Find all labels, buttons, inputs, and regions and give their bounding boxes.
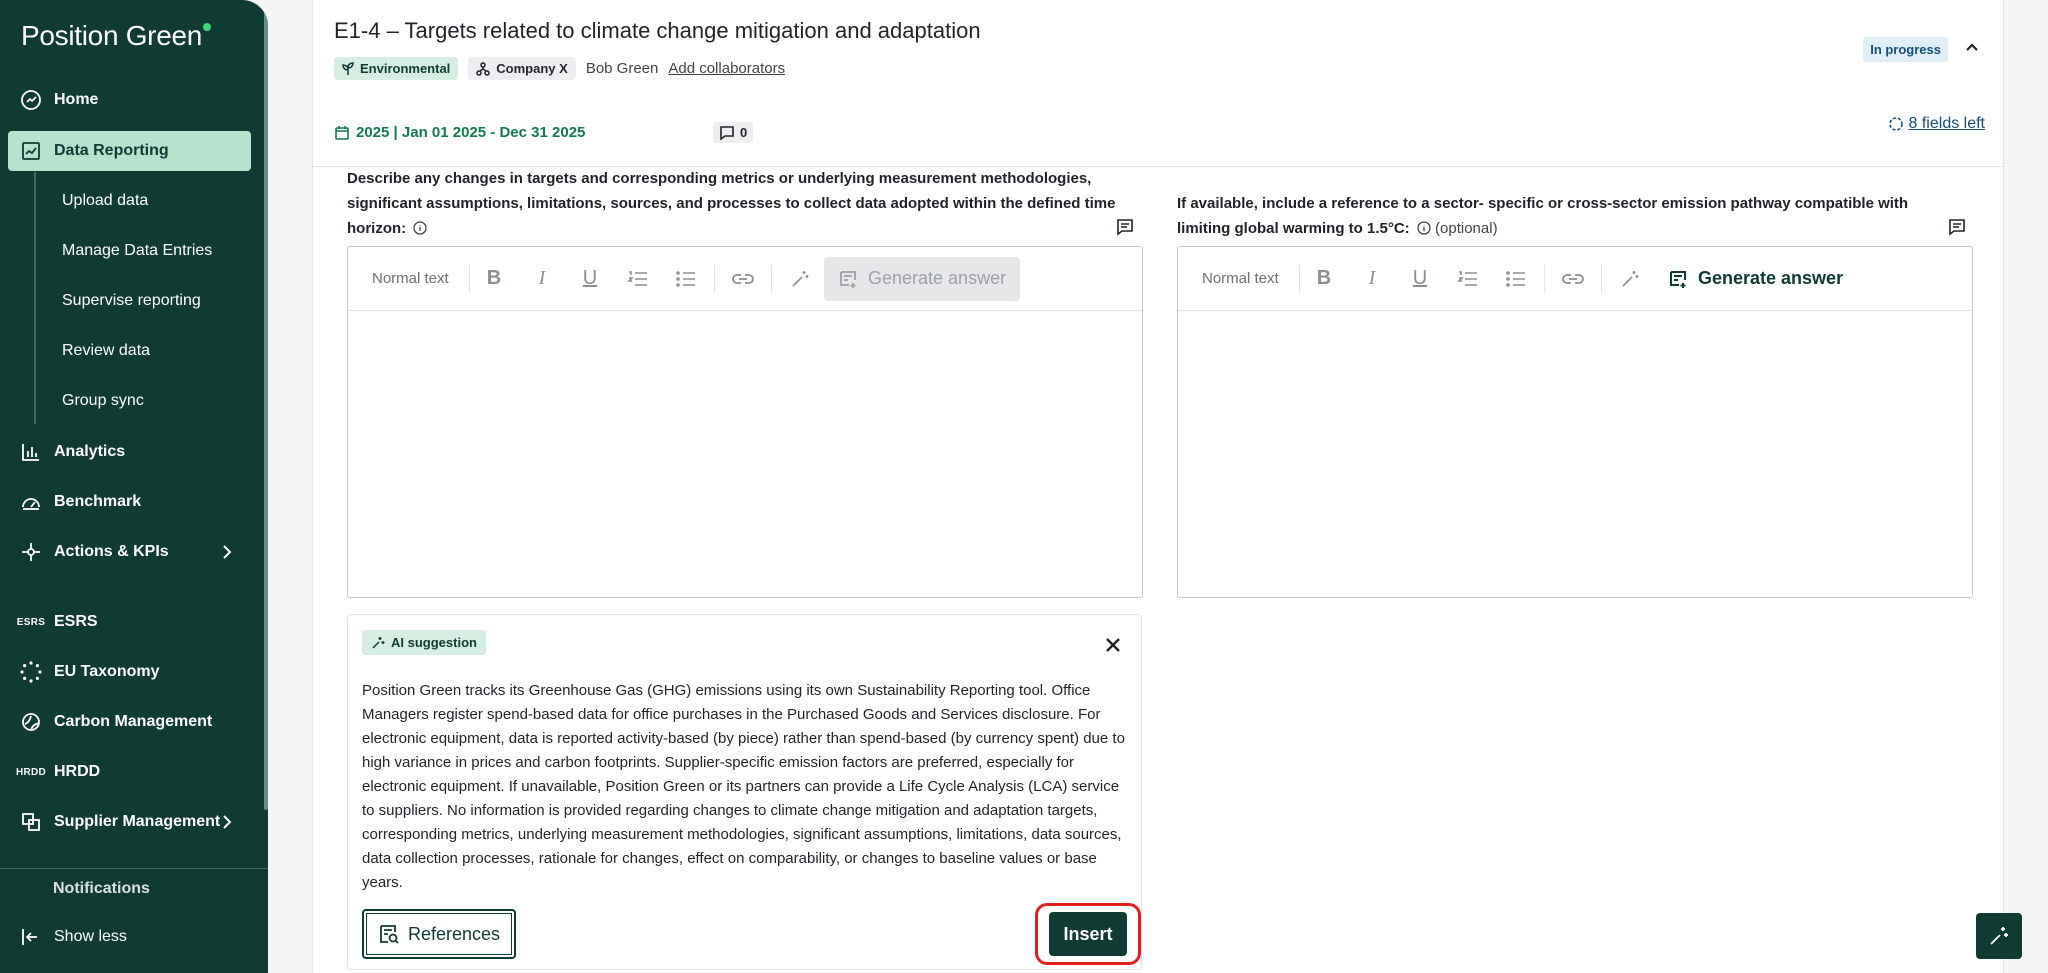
numbered-list-icon [627,270,649,288]
logo[interactable]: Position Green [21,20,210,52]
editor-left[interactable] [347,246,1143,598]
italic-icon: I [1368,267,1376,289]
link-icon [1561,272,1585,286]
nav-data-reporting[interactable]: Data Reporting [8,131,251,171]
sub-group-sync[interactable]: Group sync [62,392,144,409]
submenu-line [34,172,36,424]
toolbar-separator [1601,265,1602,293]
nav-eu-taxonomy[interactable]: EU Taxonomy [8,652,251,692]
comment-icon [719,125,735,140]
generate-icon [1668,269,1690,289]
eu-taxonomy-icon [8,660,54,684]
numbered-list-button[interactable] [1444,259,1492,299]
bullet-list-icon [1505,270,1527,288]
home-icon [8,89,54,111]
underline-icon: U [582,267,598,289]
bullet-list-button[interactable] [1492,259,1540,299]
references-icon [378,923,400,945]
page-title: E1-4 – Targets related to climate change mitigation and adaptation [334,18,981,43]
question-right-label: If available, include a reference to a sector- specific or cross-sector emission pathway compatible with limiting global warming to 1.5°C: (optional) [1177,195,1909,237]
underline-icon: U [1412,267,1428,289]
italic-button[interactable] [1348,259,1396,299]
sidebar [0,0,268,973]
reporting-period: 2025 | Jan 01 2025 - Dec 31 2025 [334,124,585,141]
report-icon [8,140,54,162]
nav-actions-kpis[interactable]: Actions & KPIs [8,532,251,572]
nav-carbon-management[interactable]: Carbon Management [8,702,251,742]
nav-supplier-management[interactable]: Supplier Management [8,802,251,842]
bold-button[interactable] [470,259,518,299]
ai-wand-button[interactable] [1606,259,1654,299]
editor-toolbar [1178,247,1972,311]
tag-company: Company X [468,57,576,80]
comment-icon [1116,218,1134,236]
ai-suggestion-tag: AI suggestion [362,630,486,655]
close-suggestion-button[interactable] [1105,637,1121,658]
comments-count[interactable]: 0 [713,122,753,143]
text-style-select[interactable]: Normal text [360,265,470,293]
nav-notifications[interactable]: Notifications [53,880,150,894]
logo-dot-icon [203,23,211,31]
underline-button[interactable] [1396,259,1444,299]
insert-button[interactable]: Insert [1049,912,1126,956]
sidebar-divider [0,868,268,869]
collapse-left-icon [8,926,54,948]
magic-wand-icon [790,269,810,289]
benchmark-icon [8,491,54,513]
ai-suggestion-panel [347,614,1142,970]
progress-icon [1888,116,1904,132]
generate-answer-button-right[interactable]: Generate answer [1654,257,1857,301]
ai-sparkle-icon [1987,924,2011,948]
carbon-icon [8,711,54,733]
hierarchy-icon [476,62,490,76]
references-button[interactable]: References [362,909,516,959]
show-less-button[interactable]: Show less [8,917,251,957]
main-panel [312,0,2004,973]
numbered-list-icon [1457,270,1479,288]
fields-left-link[interactable]: 8 fields left [1888,115,1985,133]
bold-icon: B [486,267,502,289]
tag-row [334,57,785,80]
hrdd-abbr: HRDD [15,766,47,778]
underline-button[interactable] [566,259,614,299]
link-button[interactable] [1549,259,1597,299]
insert-highlight [1035,903,1141,965]
status-badge: In progress [1863,37,1948,62]
toolbar-separator [771,265,772,293]
collapse-button[interactable] [1963,38,1981,61]
info-icon [1417,221,1431,235]
nav-esrs[interactable]: ESRS ESRS [8,602,251,642]
toolbar-separator [1544,265,1545,293]
question-left-label: Describe any changes in targets and corresponding metrics or underlying measurement methodologies, significant assumptions, limitations, sources, and processes to collect data adopted within the defined time horizon: [347,170,1116,237]
chevron-right-icon [219,543,235,566]
chevron-right-icon [219,813,235,836]
nav-benchmark[interactable]: Benchmark [8,482,251,522]
numbered-list-button[interactable] [614,259,662,299]
leaf-icon [342,62,354,76]
ai-suggestion-text: Position Green tracks its Greenhouse Gas (GHG) emissions using its own Sustainability Reporting tool. Office Managers register spend-based data for office purchases in the Purchased Goods and Services disclosure. For electronic equipment, data is reported activity-based (by piece) rather than spend-based (by currency spent) due to high variance in prices and carbon footprints. Supplier-specific emission factors are preferred, especially for electronic equipment. If unavailable, Position Green or its partners can provide a Life Cycle Analysis (LCA) service to suppliers. No information is provided regarding changes to climate change mitigation and adaptation targets, corresponding metrics, underlying measurement methodologies, significant assumptions, limitations, data sources, data collection processes, rationale for changes, effect on comparability, or changes to baseline values or base years. [362,682,1125,891]
link-button[interactable] [719,259,767,299]
close-icon [1105,637,1121,653]
actions-icon [8,541,54,563]
ai-assistant-button[interactable] [1976,913,2022,959]
comment-button-left[interactable] [1112,214,1138,240]
owner-name: Bob Green [585,60,659,77]
sub-manage-data-entries[interactable]: Manage Data Entries [62,242,213,259]
ai-sparkle-icon [371,636,385,650]
generate-icon [838,269,860,289]
sub-review-data[interactable]: Review data [62,342,151,359]
analytics-icon [8,441,54,463]
bold-button[interactable] [1300,259,1348,299]
chevron-up-icon [1963,38,1981,56]
magic-wand-icon [1620,269,1640,289]
comment-icon [1948,218,1966,236]
toolbar-separator [714,265,715,293]
nav-home[interactable]: Home [8,80,251,120]
sub-upload-data[interactable]: Upload data [62,192,149,209]
link-icon [731,272,755,286]
tag-environmental: Environmental [334,57,458,80]
add-collaborators-link[interactable]: Add collaborators [668,60,786,77]
comment-button-right[interactable] [1944,214,1970,240]
italic-button[interactable] [518,259,566,299]
supplier-icon [8,811,54,833]
text-style-select[interactable]: Normal text [1190,265,1300,293]
generate-answer-button-left[interactable]: Generate answer [824,257,1020,301]
ai-wand-button[interactable] [776,259,824,299]
esrs-abbr: ESRS [16,616,46,628]
editor-right[interactable] [1177,246,1973,598]
sidebar-scrollbar[interactable] [264,10,268,810]
info-icon [413,221,427,235]
nav-analytics[interactable]: Analytics [8,432,251,472]
bullet-list-button[interactable] [662,259,710,299]
sub-supervise-reporting[interactable]: Supervise reporting [62,292,201,309]
calendar-icon [334,125,350,141]
italic-icon: I [538,267,546,289]
bold-icon: B [1316,267,1332,289]
editor-toolbar [348,247,1142,311]
bullet-list-icon [675,270,697,288]
nav-hrdd[interactable]: HRDD HRDD [8,752,251,792]
